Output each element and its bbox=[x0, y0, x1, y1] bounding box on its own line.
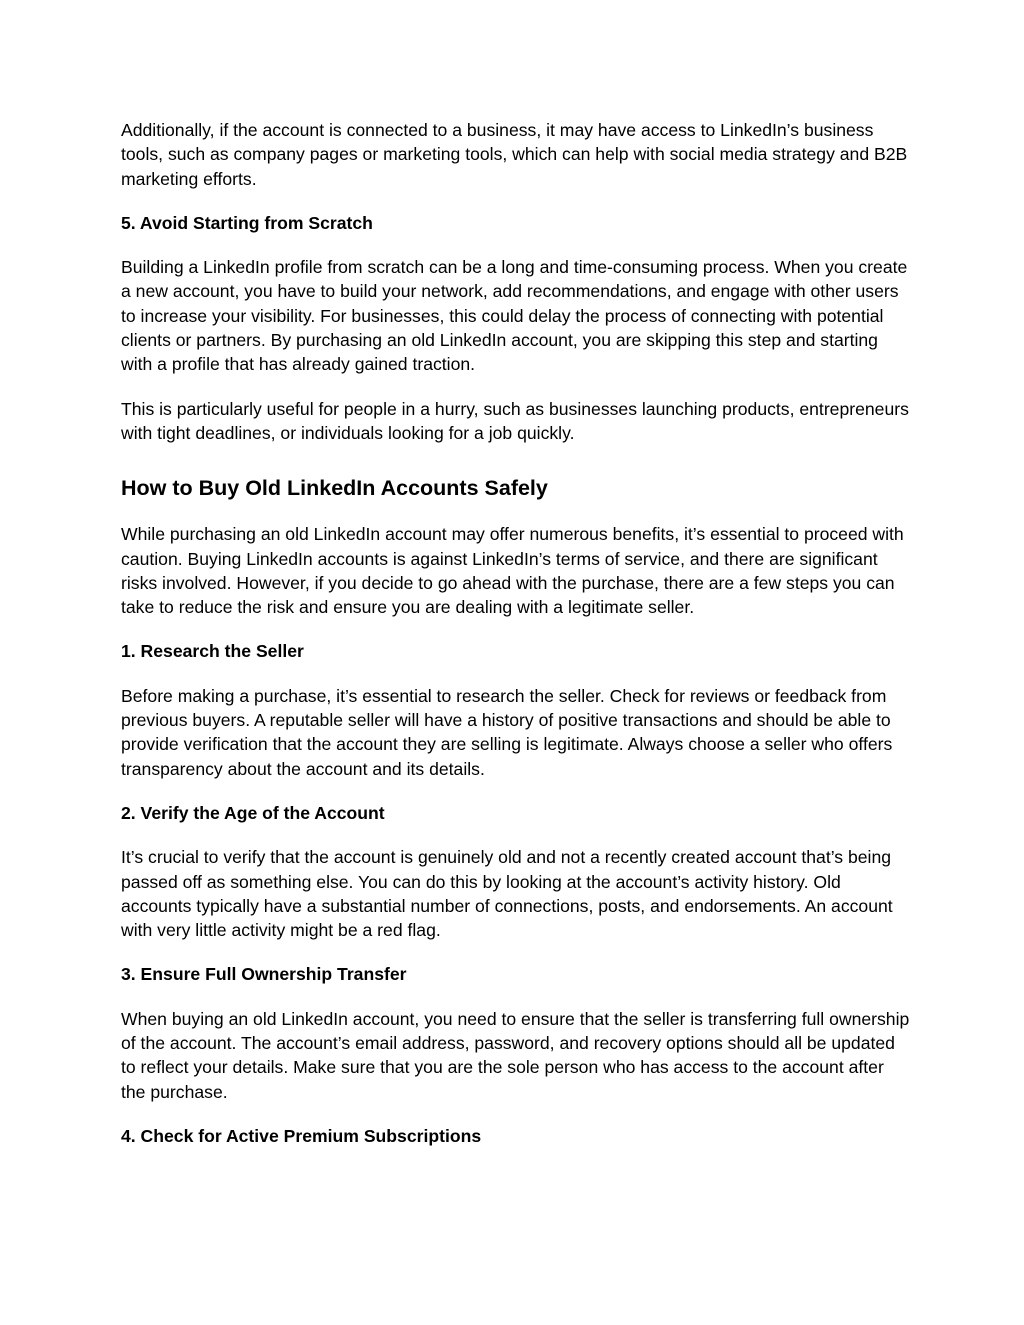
paragraph-building-profile: Building a LinkedIn profile from scratch can be a long and time-consuming process. When you create a new account, you have to build your network, add recommendations, and engage with other users to increase your visibility. For businesses, this could delay the process of connecting with potential clients or partners. By purchasing an old LinkedIn account, you are skipping this step and starting with a profile that has already gained traction. bbox=[121, 257, 908, 375]
section-heading-buy-safely: How to Buy Old LinkedIn Accounts Safely bbox=[121, 476, 548, 501]
paragraph-verify-account-age: It’s crucial to verify that the account is genuinely old and not a recently created account that’s being passed off as something else. You can do this by looking at the account’s activity history. Old accounts typically have a substantial number of connections, posts, and endorsements. An account with very little activity might be a red flag. bbox=[121, 847, 893, 941]
heading-premium-subscriptions: 4. Check for Active Premium Subscriptions bbox=[121, 1125, 482, 1146]
paragraph-proceed-with-caution: While purchasing an old LinkedIn account may offer numerous benefits, it’s essential to proceed with caution. Buying LinkedIn accounts is against LinkedIn’s terms of service, and there are significant risks involved. However, if you decide to go ahead with the purchase, there are a few steps you can take to reduce the risk and ensure you are dealing with a legitimate seller. bbox=[121, 524, 904, 618]
paragraph-business-tools: Additionally, if the account is connected to a business, it may have access to LinkedIn’s business tools, such as company pages or marketing tools, which can help with social media strategy and B2B marketing efforts. bbox=[121, 120, 908, 189]
paragraph-ownership-transfer: When buying an old LinkedIn account, you need to ensure that the seller is transferring full ownership of the account. The account’s email address, password, and recovery options should all be updated to reflect your details. Make sure that you are the sole person who has access to the account after the purchase. bbox=[121, 1008, 910, 1102]
heading-research-seller: 1. Research the Seller bbox=[121, 641, 304, 662]
paragraph-people-in-hurry: This is particularly useful for people in a hurry, such as businesses launching products, entrepreneurs with tight deadlines, or individuals looking for a job quickly. bbox=[121, 398, 909, 443]
paragraph-research-seller: Before making a purchase, it’s essential to research the seller. Check for reviews or feedback from previous buyers. A reputable seller will have a history of positive transactions and should be able to provide verification that the account they are selling is legitimate. Always choose a seller who offers transparency about the account and its details. bbox=[121, 685, 893, 779]
heading-ownership-transfer: 3. Ensure Full Ownership Transfer bbox=[121, 964, 407, 985]
document-page bbox=[121, 118, 911, 1168]
heading-avoid-starting-from-scratch: 5. Avoid Starting from Scratch bbox=[121, 212, 373, 233]
heading-verify-account-age: 2. Verify the Age of the Account bbox=[121, 802, 385, 823]
